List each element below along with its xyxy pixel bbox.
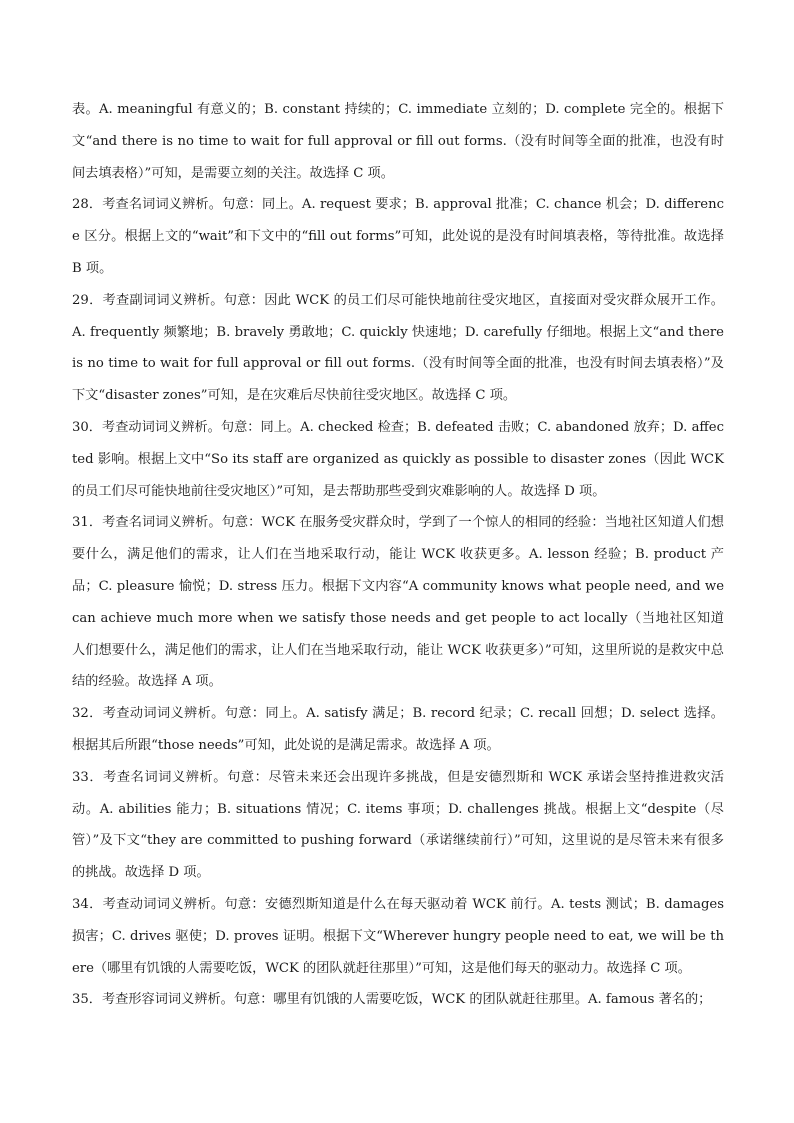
- paragraph-continuation: 表。A. meaningful 有意义的；B. constant 持续的；C. immediate 立刻的；D. complete 完全的。根据下文“and there is no time to wait for full approval or fill out forms.（没有时间等全面的批准，也没有时间去填表格）”可知，是需要立刻的关注。故选择 C 项。: [72, 102, 724, 181]
- paragraph-item-32: 32．考查动词词义辨析。句意：同上。A. satisfy 满足；B. record 纪录；C. recall 回想；D. select 选择。根据其后所跟“those needs”可知，此处说的是满足需求。故选择 A 项。: [72, 706, 724, 753]
- paragraph-item-29: 29．考查副词词义辨析。句意：因此 WCK 的员工们尽可能快地前往受灾地区，直接面对受灾群众展开工作。A. frequently 频繁地；B. bravely 勇敢地；C. quickly 快速地；D. carefully 仔细地。根据上文“and there is no time to wait for full approval or fill out forms.（没有时间等全面的批准，也没有时间去填表格）”及下文“disaster zones”可知，是在灾难后尽快前往受灾地区。故选择 C 项。: [72, 292, 724, 404]
- paragraph-item-33: 33．考查名词词义辨析。句意：尽管未来还会出现许多挑战，但是安德烈斯和 WCK 承诺会坚持推进救灾活动。A. abilities 能力；B. situations 情况；C. items 事项；D. challenges 挑战。根据上文“despite（尽管）”及下文“they are committed to pushing forward（承诺继续前行）”可知，这里说的是尽管未来有很多的挑战。故选择 D 项。: [72, 769, 724, 881]
- paragraph-item-28: 28．考查名词词义辨析。句意：同上。A. request 要求；B. approval 批准；C. chance 机会；D. difference 区分。根据上文的“wait”和下文中的“fill out forms”可知，此处说的是没有时间填表格，等待批准。故选择 B 项。: [72, 197, 724, 276]
- document-body: [72, 94, 724, 1016]
- paragraph-item-31: 31．考查名词词义辨析。句意：WCK 在服务受灾群众时，学到了一个惊人的相同的经验：当地社区知道人们想要什么，满足他们的需求，让人们在当地采取行动，能让 WCK 收获更多。A. lesson 经验；B. product 产品；C. pleasure 愉悦；D. stress 压力。根据下文内容“A community knows what people need, and we can achieve much more when we satisfy those needs and get people to act locally（当地社区知道人们想要什么，满足他们的需求，让人们在当地采取行动，能让 WCK 收获更多）”可知，这里所说的是救灾中总结的经验。故选择 A 项。: [72, 515, 724, 690]
- paragraph-item-35: 35．考查形容词词义辨析。句意：哪里有饥饿的人需要吃饭，WCK 的团队就赶往那里。A. famous 著名的；: [72, 992, 712, 1008]
- paragraph-item-30: 30．考查动词词义辨析。句意：同上。A. checked 检查；B. defeated 击败；C. abandoned 放弃；D. affected 影响。根据上文中“So its staff are organized as quickly as possible to disaster zones（因此 WCK 的员工们尽可能快地前往受灾地区）”可知，是去帮助那些受到灾难影响的人。故选择 D 项。: [72, 419, 724, 499]
- paragraph-item-34: 34．考查动词词义辨析。句意：安德烈斯知道是什么在每天驱动着 WCK 前行。A. tests 测试；B. damages 损害；C. drives 驱使；D. proves 证明。根据下文“Wherever hungry people need to eat, we will be there（哪里有饥饿的人需要吃饭，WCK 的团队就赶往那里）”可知，这是他们每天的驱动力。故选择 C 项。: [72, 896, 724, 976]
